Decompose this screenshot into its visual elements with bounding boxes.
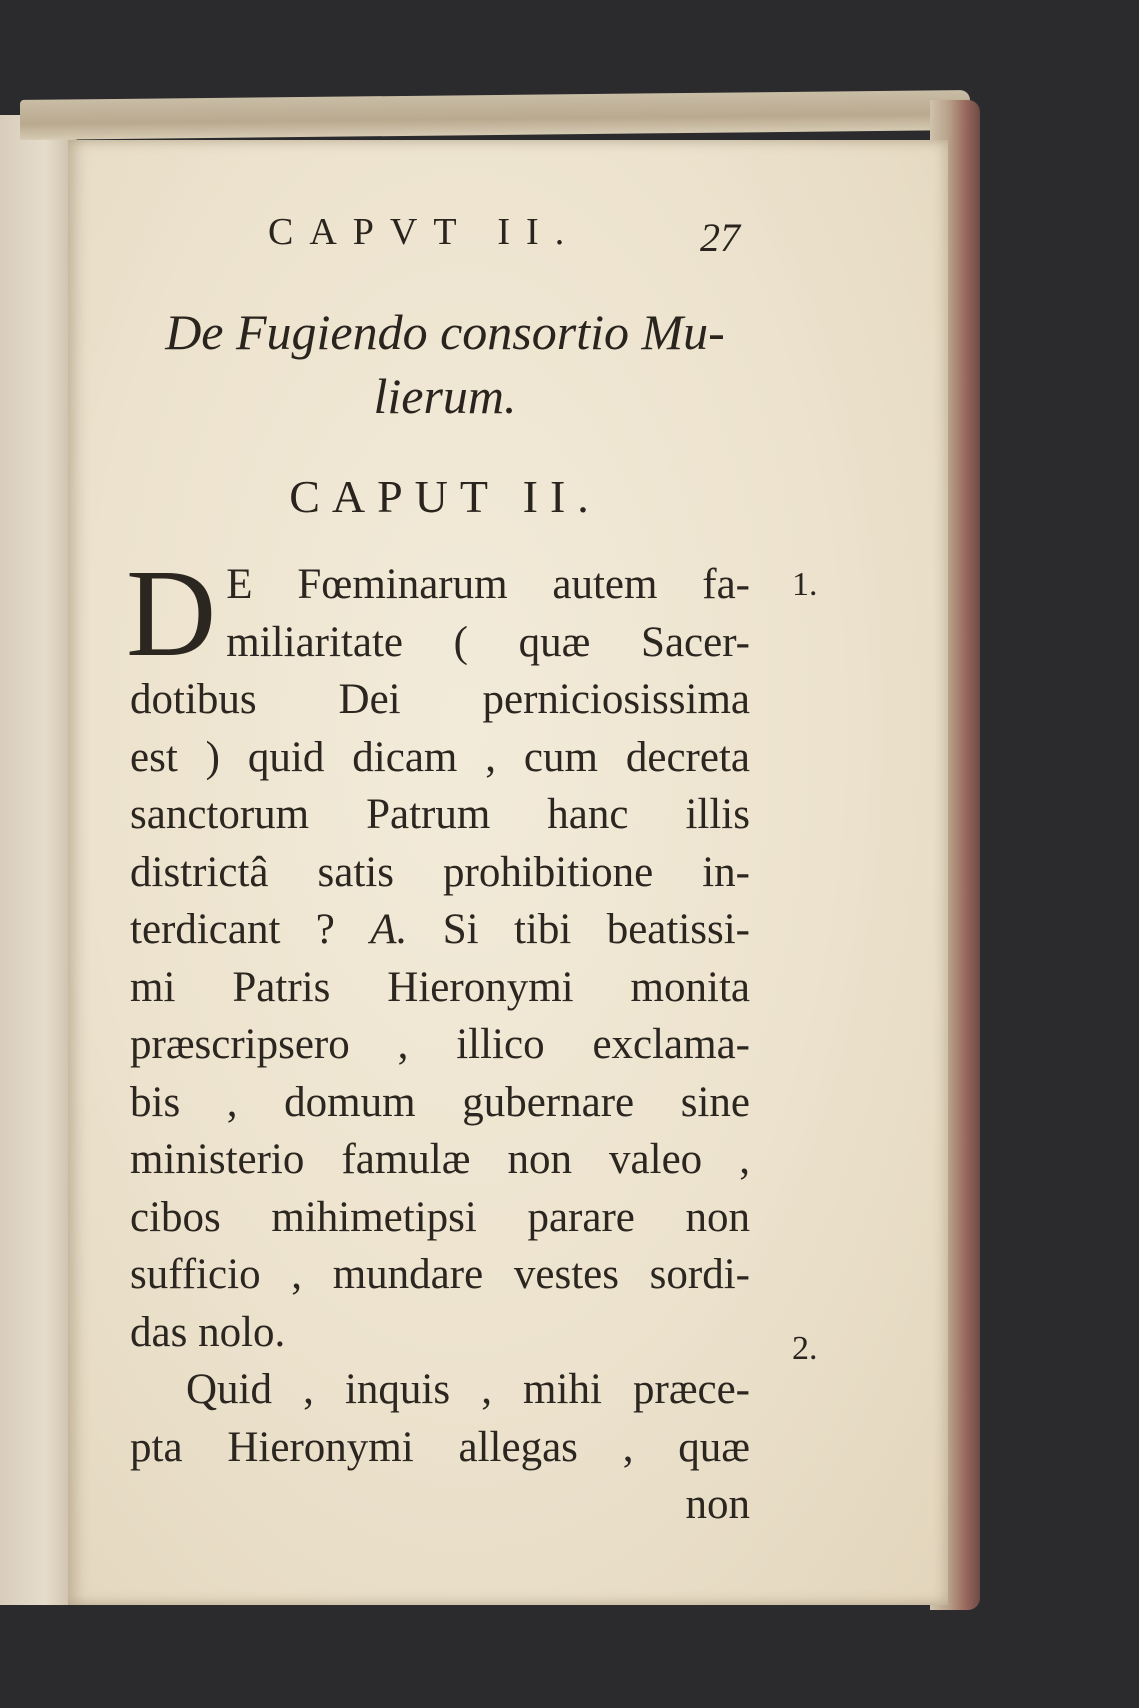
text-line: ministerio famulæ non valeo ,	[130, 1136, 750, 1183]
margin-note-2: 2.	[792, 1330, 818, 1367]
book-top-edge	[20, 90, 970, 140]
drop-cap: D	[126, 545, 217, 683]
text-line: sufficio , mundare vestes sordi-	[130, 1251, 750, 1298]
text-line: præscripsero , illico exclama-	[130, 1021, 750, 1068]
text-line: bis , domum gubernare sine	[130, 1078, 750, 1126]
running-head: CAPVT II.	[268, 211, 581, 253]
text-line: sanctorum Patrum hanc illis	[130, 791, 750, 838]
text-line: E Fœminarum autem fa-	[226, 561, 750, 608]
title-line-1: De Fugiendo consortio Mu-	[165, 304, 725, 360]
text-fragment: Si tibi beatissi-	[442, 906, 750, 953]
text-fragment: terdicant ?	[130, 906, 335, 953]
text-line: mi Patris Hieronymi monita	[130, 963, 750, 1011]
text-line: dotibus Dei perniciosissima	[130, 676, 750, 723]
text-line: das nolo.	[130, 1308, 286, 1356]
chapter-title	[130, 300, 760, 428]
page-number: 27	[700, 215, 740, 260]
text-line: est ) quid dicam , cum decreta	[130, 733, 750, 781]
facing-page-edge	[0, 115, 77, 1605]
respondent-marker: A.	[370, 906, 408, 953]
text-line: Quid , inquis , mihi præce-	[186, 1366, 750, 1413]
text-line: pta Hieronymi allegas , quæ	[130, 1423, 750, 1471]
text-line: miliaritate ( quæ Sacer-	[226, 618, 750, 666]
text-line: districtâ satis prohibitione in-	[130, 848, 750, 896]
catchword: non	[685, 1481, 750, 1528]
chapter-heading: CAPUT II.	[289, 471, 601, 522]
margin-note-1: 1.	[792, 566, 818, 603]
body-text	[126, 545, 750, 1534]
text-line-mixed	[130, 901, 750, 959]
title-line-2: lierum.	[373, 368, 517, 424]
text-line: cibos mihimetipsi parare non	[130, 1193, 750, 1241]
